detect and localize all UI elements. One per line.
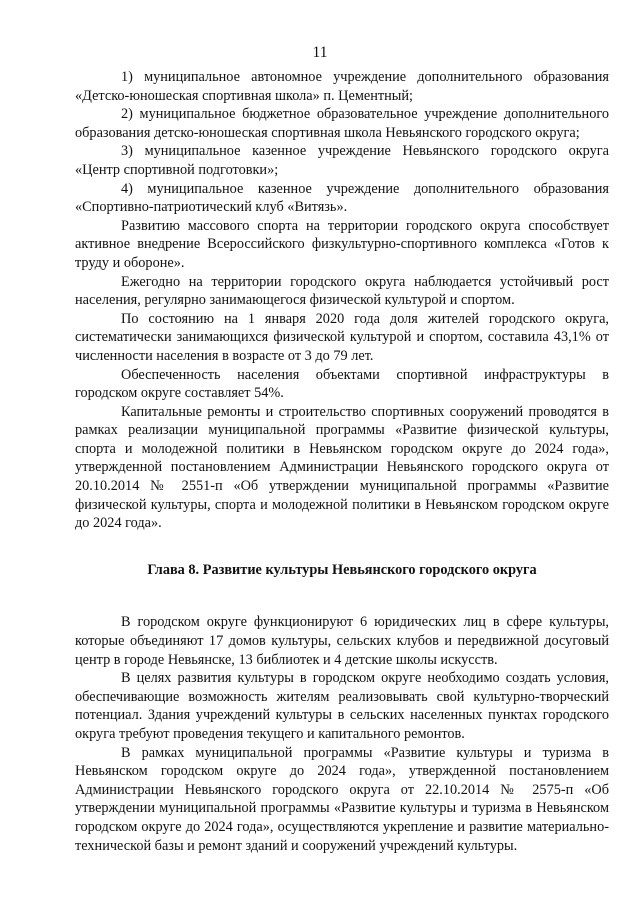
- list-item: 3) муниципальное казенное учреждение Невьянского городского округа «Центр спортивной подготовки»;: [75, 143, 609, 178]
- list-item: 1) муниципальное автономное учреждение дополнительного образования «Детско-юношеская спортивная школа» п. Цементный;: [75, 69, 609, 104]
- list-item: 4) муниципальное казенное учреждение дополнительного образования «Спортивно-патриотический клуб «Витязь».: [75, 180, 609, 216]
- list-item: 2) муниципальное бюджетное образовательное учреждение дополнительного образования детско-юношеская спортивная школа Невьянского городского округа;: [75, 106, 609, 141]
- page-number: 11: [312, 44, 328, 61]
- paragraph: Ежегодно на территории городского округа наблюдается устойчивый рост населения, регулярно занимающегося физической культурой и спортом.: [75, 273, 609, 309]
- paragraph: В рамках муниципальной программы «Развитие культуры и туризма в Невьянском городском округе до 2024 года», утвержденной постановлением Администрации Невьянского городского округа от 22.10.2014 № 2575-п «Об утверждении муниципальной программы «Развитие культуры и туризма в Невьянском городском округе до 2024 года», осуществляются укрепление и развитие материально-технической базы и ремонт зданий и сооружений учреждений культуры.: [75, 744, 609, 854]
- paragraph: В городском округе функционируют 6 юридических лиц в сфере культуры, которые объединяют 17 домов культуры, сельских клубов и передвижной досуговый центр в городе Невьянске, 13 библиотек и 4 детские школы искусств.: [75, 614, 609, 668]
- paragraph: Развитию массового спорта на территории городского округа способствует активное внедрение Всероссийского физкультурно-спортивного комплекса «Готов к труду и обороне».: [75, 217, 609, 271]
- paragraph: По состоянию на 1 января 2020 года доля жителей городского округа, систематически занимающихся физической культурой и спортом, составила 43,1% от численности населения в возрасте от 3 до 79 лет.: [75, 310, 609, 364]
- chapter-heading: Глава 8. Развитие культуры Невьянского городского округа: [147, 561, 537, 578]
- paragraph: Капитальные ремонты и строительство спортивных сооружений проводятся в рамках реализации муниципальной программы «Развитие физической культуры, спорта и молодежной политики в Невьянском городском округе до 2024 года», утвержденной постановлением Администрации Невьянского городского округа от 20.10.2014 № 2551-п «Об утверждении муниципальной программы «Развитие физической культуры, спорта и молодежной политики в Невьянском городском округе до 2024 года».: [75, 403, 609, 532]
- page-body: [75, 68, 609, 855]
- paragraph: Обеспеченность населения объектами спортивной инфраструктуры в городском округе составляет 54%.: [75, 366, 609, 402]
- paragraph: В целях развития культуры в городском округе необходимо создать условия, обеспечивающие возможность жителям реализовывать свой культурно-творческий потенциал. Здания учреждений культуры в сельских населенных пунктах городского округа требуют проведения текущего и капитального ремонтов.: [75, 670, 609, 742]
